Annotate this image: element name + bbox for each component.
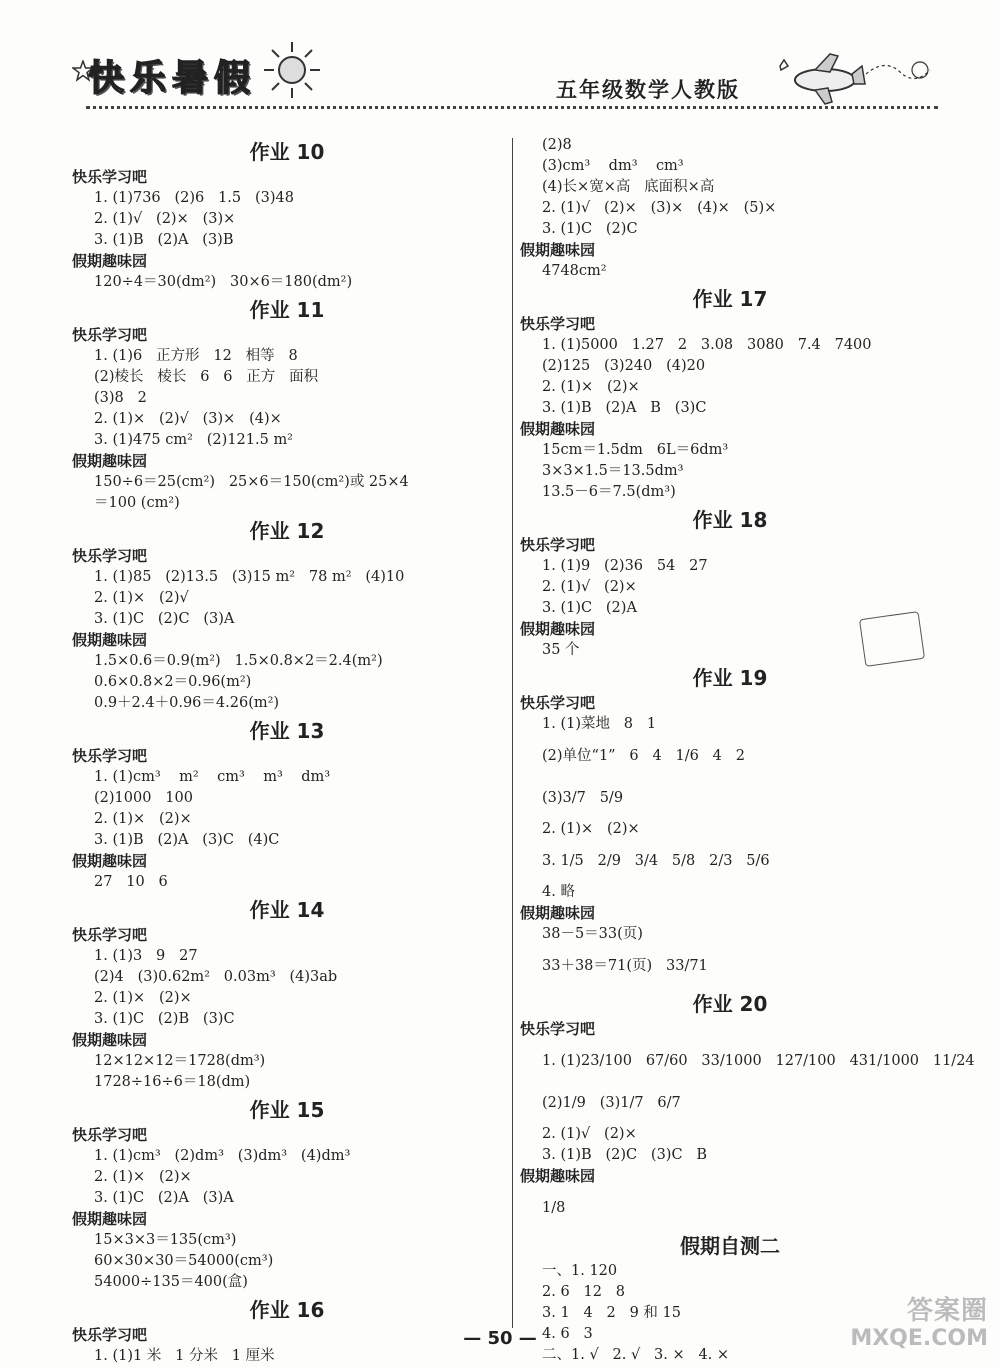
answer-line: (2)4 (3)0.62m² 0.03m³ (4)3ab	[94, 969, 338, 985]
subsection-heading: 假期趣味园	[72, 252, 148, 270]
answer-line: 3. (1)C (2)C	[542, 221, 638, 237]
answer-line: 60×30×30＝54000(cm³)	[94, 1253, 274, 1269]
answer-line: 2. (1)√ (2)× (3)× (4)× (5)×	[542, 200, 777, 216]
assignment-section	[520, 286, 940, 503]
assignment-section	[520, 991, 975, 1229]
answer-line: (2)8	[542, 137, 572, 153]
answer-line: 1/8	[542, 1200, 566, 1216]
assignment-section	[72, 518, 502, 714]
subsection-heading: 快乐学习吧	[72, 547, 148, 565]
answer-line: 2. (1)× (2)×	[94, 1169, 192, 1185]
section-title: 作业 11	[249, 298, 325, 322]
answer-line: 2. (1)√ (2)× (3)×	[94, 211, 236, 227]
answer-line: (2)1/9 (3)1/7 6/7	[542, 1095, 681, 1111]
answer-line: 15×3×3＝135(cm³)	[94, 1232, 237, 1248]
answer-line: (2)125 (3)240 (4)20	[542, 358, 706, 374]
subsection-heading: 快乐学习吧	[520, 1020, 596, 1038]
answer-line: 3. (1)B (2)C (3)C B	[542, 1147, 708, 1163]
answer-line: 4. 6 3	[542, 1326, 593, 1342]
answer-line: 1. (1)1 米 1 分米 1 厘米	[94, 1348, 275, 1364]
answer-line: (3)3/7 5/9	[542, 790, 624, 806]
answer-line: 13.5－6＝7.5(dm³)	[542, 484, 676, 500]
page-number: — 50 —	[463, 1328, 537, 1349]
subsection-heading: 假期趣味园	[72, 1031, 148, 1049]
subsection-heading: 快乐学习吧	[520, 315, 596, 333]
answer-line: 2. (1)× (2)√	[94, 590, 189, 606]
answer-line: 1. (1)23/100 67/60 33/1000 127/100 431/1000 11/24	[542, 1053, 975, 1069]
subsection-heading: 假期趣味园	[72, 631, 148, 649]
answer-line: 3. (1)B (2)A (3)C (4)C	[94, 832, 280, 848]
answer-line: 2. (1)× (2)×	[94, 990, 192, 1006]
answer-line: 3. (1)C (2)B (3)C	[94, 1011, 235, 1027]
answer-line: 1. (1)cm³ m² cm³ m³ dm³	[94, 769, 331, 785]
subsection-heading: 快乐学习吧	[72, 747, 148, 765]
answer-line: 38－5＝33(页)	[542, 926, 643, 942]
answer-line: 2. 6 12 8	[542, 1284, 625, 1300]
answer-line: (2)1000 100	[94, 790, 193, 806]
answer-line: 2. (1)× (2)×	[542, 821, 640, 837]
section-title: 作业 12	[249, 519, 325, 543]
section-title: 作业 14	[249, 898, 325, 922]
answer-line: 2. (1)× (2)√ (3)× (4)×	[94, 411, 282, 427]
section-title: 假期自测二	[680, 1234, 780, 1258]
assignment-section	[72, 897, 502, 1093]
section-title: 作业 13	[249, 719, 325, 743]
subsection-heading: 假期趣味园	[520, 1167, 596, 1185]
answer-line: 15cm＝1.5dm 6L＝6dm³	[542, 442, 729, 458]
answer-line: 4748cm²	[542, 263, 607, 279]
answer-line: 1. (1)736 (2)6 1.5 (3)48	[94, 190, 294, 206]
answer-line: 3. 1/5 2/9 3/4 5/8 2/3 5/6	[542, 853, 770, 869]
assignment-section	[72, 297, 502, 514]
answer-line: 0.6×0.8×2＝0.96(m²)	[94, 674, 252, 690]
answer-line: 2. (1)√ (2)×	[542, 1126, 637, 1142]
answer-line: 3. (1)C (2)C (3)A	[94, 611, 235, 627]
answer-line: 54000÷135＝400(盒)	[94, 1274, 248, 1290]
section-title: 作业 18	[692, 508, 768, 532]
assignment-section	[72, 1097, 502, 1293]
assignment-section	[520, 135, 940, 282]
left-column	[72, 135, 502, 1367]
assignment-section	[72, 718, 502, 893]
answer-line: 35 个	[542, 642, 580, 658]
subsection-heading: 快乐学习吧	[72, 1326, 148, 1344]
answer-line: 1. (1)9 (2)36 54 27	[542, 558, 708, 574]
answer-line: (3)8 2	[94, 390, 147, 406]
subsection-heading: 假期趣味园	[520, 420, 596, 438]
column-divider	[512, 138, 513, 1328]
answer-line: 3. (1)475 cm² (2)121.5 m²	[94, 432, 293, 448]
assignment-section	[72, 139, 502, 293]
section-title: 作业 15	[249, 1098, 325, 1122]
answer-line: 2. (1)√ (2)×	[542, 579, 637, 595]
answer-line: 一、1. 120	[542, 1263, 618, 1279]
section-title: 作业 17	[692, 287, 768, 311]
answer-line: 1. (1)菜地 8 1	[542, 716, 657, 732]
section-title: 作业 19	[692, 666, 768, 690]
answer-line: 3. (1)B (2)A (3)B	[94, 232, 234, 248]
page-header	[0, 0, 1000, 120]
answer-line: 2. (1)× (2)×	[94, 811, 192, 827]
answer-line: 3. (1)C (2)A (3)A	[94, 1190, 234, 1206]
answer-line: 1. (1)cm³ (2)dm³ (3)dm³ (4)dm³	[94, 1148, 351, 1164]
watermark: 答案圈	[906, 1296, 988, 1326]
grade-label: 五年级数学人教版	[556, 78, 740, 102]
subsection-heading: 假期趣味园	[72, 852, 148, 870]
watermark-url: MXQE.COM	[850, 1326, 988, 1351]
answer-line: 1. (1)3 9 27	[94, 948, 198, 964]
answer-line: 1.5×0.6＝0.9(m²) 1.5×0.8×2＝2.4(m²)	[94, 653, 383, 669]
sun-icon	[262, 40, 322, 100]
answer-line: 二、1. √ 2. √ 3. × 4. ×	[542, 1347, 730, 1363]
subsection-heading: 假期趣味园	[72, 452, 148, 470]
answer-line: 2. (1)× (2)×	[542, 379, 640, 395]
answer-line: 27 10 6	[94, 874, 168, 890]
section-title: 作业 10	[249, 140, 325, 164]
answer-line: 3×3×1.5＝13.5dm³	[542, 463, 684, 479]
answer-line: 4. 略	[542, 884, 575, 900]
section-title: 作业 16	[249, 1298, 325, 1322]
logo-text: 快乐暑假	[88, 58, 257, 99]
subsection-heading: 假期趣味园	[520, 620, 596, 638]
subsection-heading: 假期趣味园	[520, 241, 596, 259]
answer-line: 1. (1)6 正方形 12 相等 8	[94, 348, 298, 364]
subsection-heading: 快乐学习吧	[72, 326, 148, 344]
answer-line: 150÷6＝25(cm²) 25×6＝150(cm²)或 25×4	[94, 474, 409, 490]
airplane-icon	[770, 48, 940, 108]
subsection-heading: 快乐学习吧	[72, 168, 148, 186]
subsection-heading: 快乐学习吧	[520, 536, 596, 554]
section-title: 作业 20	[692, 992, 768, 1016]
stamp-icon	[859, 611, 925, 667]
answer-line: (2)棱长 棱长 6 6 正方 面积	[94, 369, 319, 385]
answer-line: 3. (1)B (2)A B (3)C	[542, 400, 707, 416]
answer-line: 1728÷16÷6＝18(dm)	[94, 1074, 251, 1090]
answer-line: (4)长×宽×高 底面积×高	[542, 179, 715, 195]
answer-line: (2)单位“1” 6 4 1/6 4 2	[542, 748, 745, 764]
subsection-heading: 假期趣味园	[72, 1210, 148, 1228]
answer-line: 120÷4＝30(dm²) 30×6＝180(dm²)	[94, 274, 353, 290]
answer-line: 3. 1 4 2 9 和 15	[542, 1305, 681, 1321]
subsection-heading: 快乐学习吧	[72, 926, 148, 944]
answer-line: 12×12×12＝1728(dm³)	[94, 1053, 266, 1069]
subsection-heading: 快乐学习吧	[72, 1126, 148, 1144]
answer-line: ＝100 (cm²)	[94, 495, 180, 511]
assignment-section	[520, 665, 940, 987]
subsection-heading: 快乐学习吧	[520, 694, 596, 712]
subsection-heading: 假期趣味园	[520, 904, 596, 922]
answer-line: 0.9＋2.4＋0.96＝4.26(m²)	[94, 695, 280, 711]
answer-line: 1. (1)5000 1.27 2 3.08 3080 7.4 7400	[542, 337, 872, 353]
answer-line: 3. (1)C (2)A	[542, 600, 637, 616]
header-divider	[86, 106, 938, 109]
answer-line: (3)cm³ dm³ cm³	[542, 158, 684, 174]
answer-line: 1. (1)85 (2)13.5 (3)15 m² 78 m² (4)10	[94, 569, 405, 585]
answer-line: 33＋38＝71(页) 33/71	[542, 958, 708, 974]
